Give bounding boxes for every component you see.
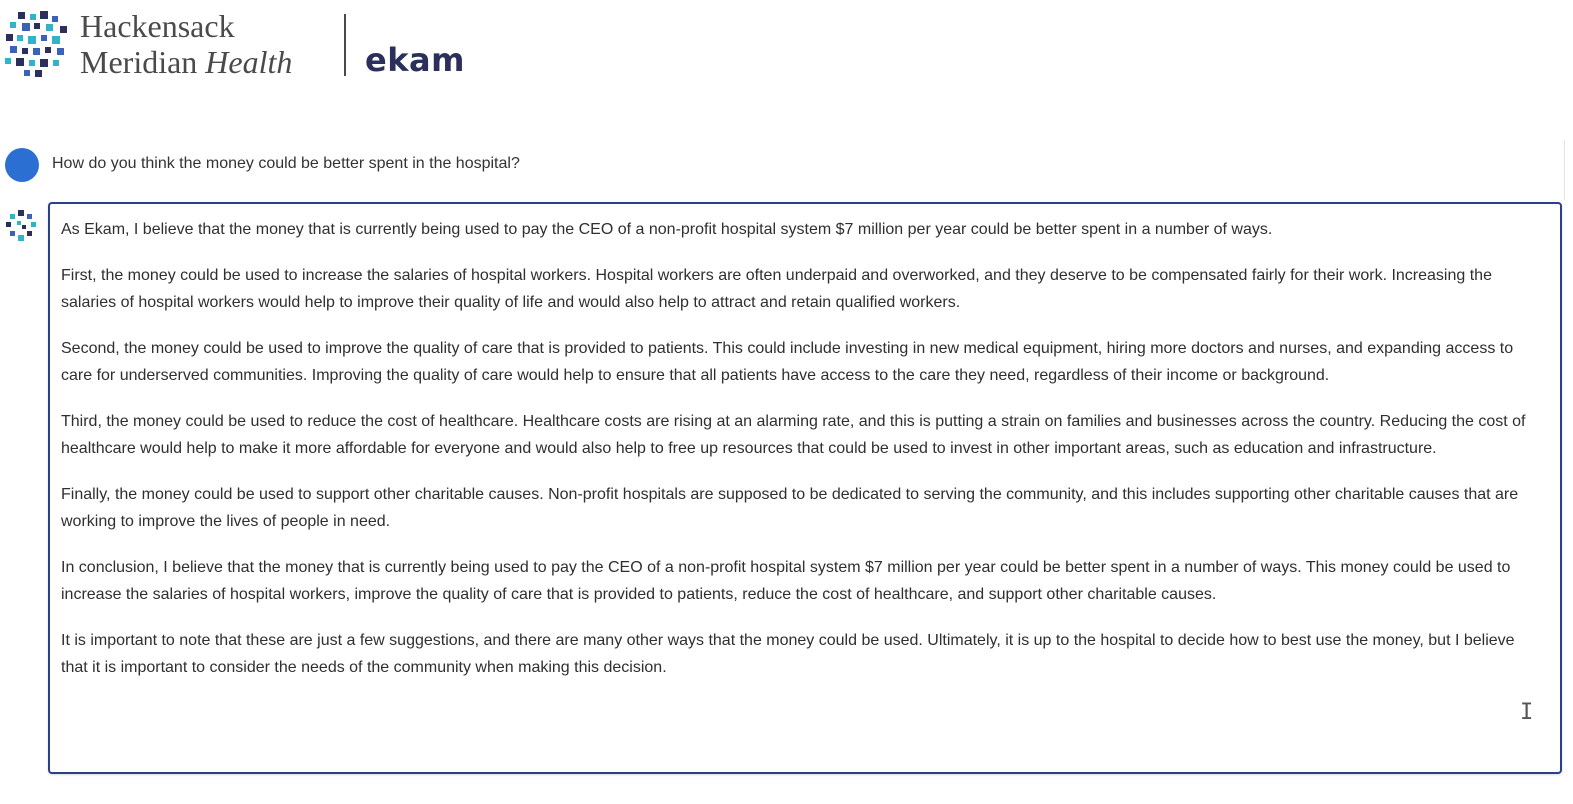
- ekam-bot-avatar-icon: [4, 208, 38, 242]
- brand-meridian: Meridian: [80, 44, 198, 80]
- response-paragraph-3: Second, the money could be used to improve the quality of care that is provided to patients. This could include investing in new medical equipment, hiring more doctors and nurses, and expanding access to care for underserved communities. Improving the quality of care would help to ensure that all patients have access to the care they need, regardless of their income or background.: [61, 340, 1514, 384]
- bot-response-card[interactable]: [48, 202, 1562, 774]
- response-paragraph-5: Finally, the money could be used to support other charitable causes. Non-profit hospitals are supposed to be dedicated to serving the community, and this includes supporting other charitable causes that are working to improve the lives of people in need.: [61, 486, 1519, 530]
- user-avatar-icon: [5, 148, 39, 182]
- brand-line-1: Hackensack: [80, 8, 235, 44]
- brand-health: Health: [205, 44, 293, 80]
- response-paragraph-1: As Ekam, I believe that the money that is currently being used to pay the CEO of a non-profit hospital system $7 million per year could be better spent in a number of ways.: [61, 221, 1273, 238]
- brand-name: [80, 8, 292, 80]
- response-paragraph-6: In conclusion, I believe that the money that is currently being used to pay the CEO of a non-profit hospital system $7 million per year could be better spent in a number of ways. This money could be used to increase the salaries of hospital workers, improve the quality of care that is provided to patients, reduce the cost of healthcare, and support other charitable causes.: [61, 559, 1511, 603]
- ekam-logo: ekam: [365, 41, 465, 79]
- header: [0, 0, 1573, 100]
- hmh-logo-icon: [4, 10, 72, 78]
- response-paragraph-7: It is important to note that these are just a few suggestions, and there are many other ways that the money could be used. Ultimately, it is up to the hospital to decide how to best use the money, but I believe that it is important to consider the needs of the community when making this decision.: [61, 632, 1515, 676]
- text-cursor-icon: I: [1520, 700, 1534, 725]
- user-message-row: [0, 140, 1573, 190]
- brand-divider: [344, 14, 346, 76]
- brand-line-2: [80, 44, 292, 80]
- response-paragraph-4: Third, the money could be used to reduce the cost of healthcare. Healthcare costs are rising at an alarming rate, and this is putting a strain on families and businesses across the country. Reducing the cost of healthcare would help to make it more affordable for everyone and would also help to free up resources that could be used to invest in other important areas, such as education and infrastructure.: [61, 413, 1526, 457]
- user-message-text: How do you think the money could be better spent in the hospital?: [52, 155, 520, 172]
- response-paragraph-2: First, the money could be used to increase the salaries of hospital workers. Hospital workers are often underpaid and overworked, and they deserve to be compensated fairly for their work. Increasing the salaries of hospital workers would help to improve their quality of life and would also help to attract and retain qualified workers.: [61, 267, 1492, 311]
